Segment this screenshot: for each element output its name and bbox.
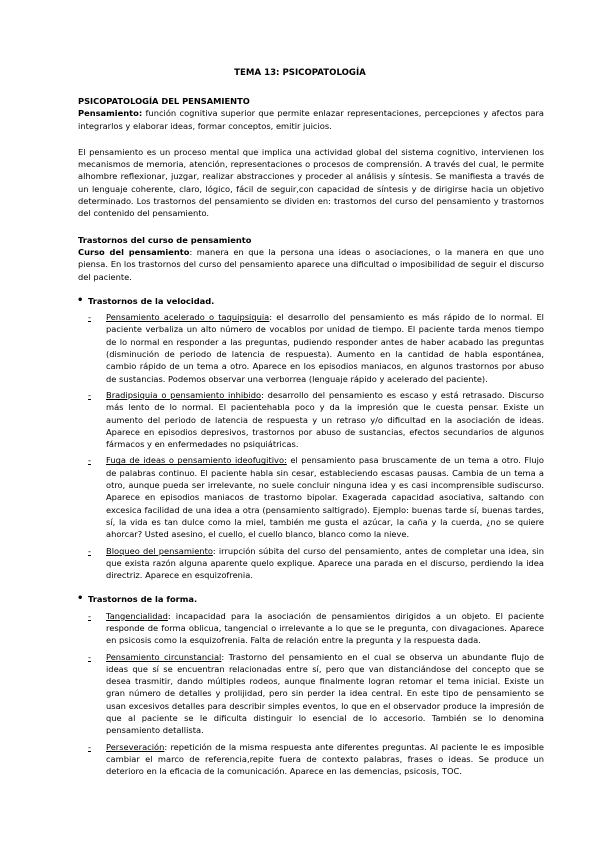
bullet-dot-icon: •: [77, 593, 84, 605]
list-item: [88, 311, 544, 385]
item-term: Bloqueo del pensamiento: [106, 545, 213, 556]
item-text: : el desarrollo del pensamiento es más rápido de lo normal. El paciente verbaliza un alto número de vocablos por unidad de tiempo. El paciente tarda menos tiempo de lo normal en responder a las preguntas, pudiendo responder antes de haber acabado las preguntas (disminución de periodo de latencia de respuesta). Aumento en la cantidad de habla espontánea, cambio rápido de un tema a otro. Aparece en los episodios maniacos, en algunos trastornos por abuso de sustancias. Podemos observar una verborrea (lenguaje rápido y acelerado del paciente).: [106, 312, 544, 384]
bullet-heading-forma: [77, 593, 544, 605]
section-heading-psicopatologia: PSICOPATOLOGÍA DEL PENSAMIENTO: [78, 96, 250, 106]
dash-marker: -: [88, 651, 91, 662]
bullet-dot-icon: •: [77, 294, 84, 306]
item-term: Fuga de ideas o pensamiento ideofugitivo:: [106, 455, 287, 466]
definition-paragraph: [78, 107, 544, 132]
item-text: : Trastorno del pensamiento en el cual se observa un abundante flujo de ideas que sí se encuentran relacionadas entre sí, pero que van distanciándose del concepto que se desea trasmitir, dando múltiples rodeos, aunque finalmente logran retomar el tema inicial. Existe un gran número de detalles y prolijidad, pero sin perder la idea central. En este tipo de pensamiento se usan excesivos detalles para describir simples eventos, lo que en el observador produce la impresión de que al paciente se le dificulta distinguir lo esencial de lo accesorio. También se lo denomina pensamiento detallista.: [106, 651, 544, 736]
forma-list: [88, 610, 544, 778]
item-text: : repetición de la misma respuesta ante diferentes preguntas. Al paciente le es imposible cambiar el marco de referencia,repite fuera de contexto palabras, frases o ideas. Se produce un deterioro en la eficacia de la comunicación. Aparece en las demencias, psicosis, TOC.: [106, 741, 544, 777]
item-text: : desarrollo del pensamiento es escaso y está retrasado. Discurso más lento de lo normal. El pacientehabla poco y da la impresión que le cuesta pensar. Existe un aumento del periodo de latencia de respuesta y un retraso y/o dificultad en la asociación de ideas. Aparece en episodios depresivos, trastornos por abuso de sustancias, efectos secundarios de algunos fármacos y en enfermedades no psiquiátricas.: [106, 389, 544, 450]
bullet-heading-velocidad: [77, 294, 544, 307]
velocidad-list: [88, 311, 544, 581]
item-text: : irrupción súbita del curso del pensamiento, antes de completar una idea, sin que exista razón alguna aparente quelo explique. Aparece una parada en el discurso, perdiendo la idea directriz. Aparece en esquizofrenia.: [106, 545, 544, 581]
list-item: [88, 389, 544, 450]
section-heading-curso: Trastornos del curso de pensamiento: [78, 234, 252, 245]
dash-marker: -: [88, 610, 91, 621]
item-term: Pensamiento acelerado o taquipsiquia: [106, 312, 270, 323]
item-term: Pensamiento circunstancial: [106, 651, 222, 662]
dash-marker: -: [88, 312, 91, 323]
definition-term: Pensamiento:: [78, 108, 143, 119]
list-item: [88, 454, 544, 540]
dash-marker: -: [88, 545, 91, 556]
definition-text: función cognitiva superior que permite enlazar representaciones, percepciones y afectos para integrarlos y elaborar ideas, formar conceptos, emitir juicios.: [78, 108, 544, 131]
page-title: TEMA 13: PSICOPATOLOGÍA: [234, 68, 366, 78]
item-text: el pensamiento pasa bruscamente de un tema a otro. Flujo de palabras continuo. El paciente habla sin cesar, estableciendo escasas pausas. Cambia de un tema a otro, aunque pueda ser irrelevante, no suele concluir ninguna idea y es casi incomprensible sudiscurso. Aparece en episodios maniacos de trastorno bipolar. Exagerada capacidad asociativa, saltando con excesica facilidad de una idea a otra (pensamiento saltigrado). Ejemplo: buenas tarde sí, buenas tardes, sí, la vida es tan dulce como la miel, también me gusta el azúcar, la caña y la cuerda, ¿no se quiere ahorcar? Usted asesino, el cuello, el cuello blanco, blanco como la nieve.: [106, 455, 544, 540]
item-text: : incapacidad para la asociación de pensamientos dirigidos a un objeto. El paciente responde de forma oblicua, tangencial o irrelevante a lo que se le pregunta, con divagaciones. Aparece en psicosis como la esquizofrenia. Falta de relación entre la pregunta y la respuesta dada.: [106, 610, 544, 646]
dash-marker: -: [88, 389, 91, 400]
curso-paragraph: [78, 246, 544, 283]
intro-paragraph: El pensamiento es un proceso mental que implica una actividad global del sistema cognitivo, intervienen los mecanismos de memoria, atención, representaciones o procesos de comprensión. A través del cual, le permite alhombre reflexionar, juzgar, realizar abstracciones y proceder al análisis y síntesis. Se manifiesta a través de un lenguaje coherente, claro, lógico, fácil de seguir,con capacidad de síntesis y de dirigirse hacia un objetivo determinado. Los trastornos del pensamiento se dividen en: trastornos del curso del pensamiento y trastornos del contenido del pensamiento.: [78, 146, 544, 219]
item-term: Perseveración: [106, 741, 165, 752]
dash-marker: -: [88, 455, 91, 466]
item-term: Bradipsiquia o pensamiento inhibido: [106, 389, 262, 400]
list-item: [88, 610, 544, 647]
bullet-heading-text: Trastornos de la forma.: [88, 594, 198, 605]
list-item: [88, 741, 544, 778]
curso-text: : manera en que la persona una ideas o asociaciones, o la manera en que uno piensa. En los trastornos del curso del pensamiento aparece una dificultad o imposibilidad de seguir el discurso del paciente.: [78, 246, 544, 282]
item-term: Tangencialidad: [106, 610, 168, 621]
bullet-heading-text: Trastornos de la velocidad.: [88, 295, 215, 306]
list-item: [88, 651, 544, 737]
document-body: [78, 95, 544, 778]
dash-marker: -: [88, 741, 91, 752]
list-item: [88, 545, 544, 582]
curso-term: Curso del pensamiento: [78, 246, 190, 257]
